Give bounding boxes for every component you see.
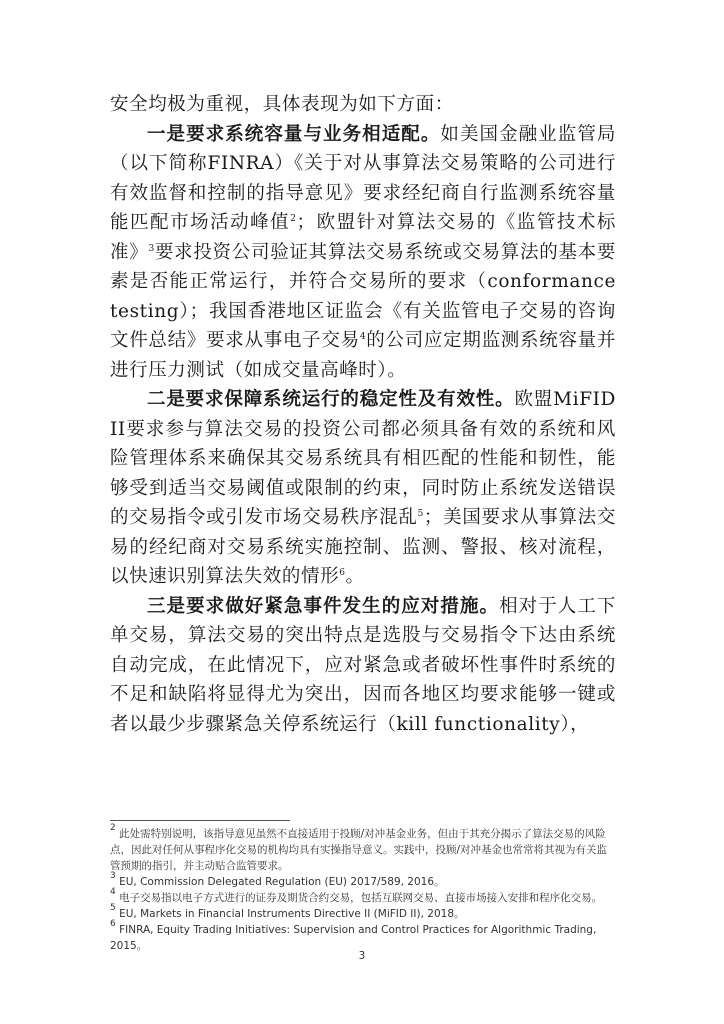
- text-seg: 要求投资公司验证其算法交易系统或交易算法的基本要素是否能正常运行，并符合交易所的要求（conformance testing）；我国香港地区证监会《有关监管电子交易的咨询文件总结》要求从事电子交易: [110, 241, 616, 351]
- footnote: [110, 887, 616, 906]
- footnote-mark: 3: [110, 871, 116, 881]
- footnote-ref-5[interactable]: 5: [417, 509, 424, 519]
- footnote-text: FINRA, Equity Trading Initiatives: Supervision and Control Practices for Algorithmic Trading, 2015。: [110, 924, 597, 952]
- footnote: [110, 903, 616, 922]
- footnote-text: 此处需特别说明，该指导意见虽然不直接适用于投顾/对冲基金业务，但由于其充分揭示了算法交易的风险点，因此对任何从事程序化交易的机构均具有实操指导意义。实践中，投顾/对冲基金也常常将其视为有关监管预期的指引，并主动贴合监管要求。: [110, 828, 608, 872]
- heading-requirement-3: 三是要求做好紧急事件发生的应对措施。: [147, 595, 500, 617]
- footnote-text: EU, Markets in Financial Instruments Directive II (MiFID II), 2018。: [119, 908, 465, 920]
- text-seg: 相对于人工下单交易，算法交易的突出特点是选股与交易指令下达由系统自动完成，在此情况下，应对紧急或者破坏性事件时系统的不足和缺陷将显得尤为突出，因而各地区均要求能够一键或者以最少步骤紧急关停系统运行（kill functionality），: [110, 595, 616, 735]
- footnote-separator: [110, 820, 290, 821]
- footnote-ref-4[interactable]: 4: [359, 332, 367, 342]
- paragraph-requirement-3: [110, 592, 616, 740]
- footnote-ref-3[interactable]: 3: [148, 243, 155, 254]
- paragraph-requirement-2: [110, 385, 616, 592]
- paragraph-requirement-1: [110, 120, 616, 386]
- footnote-mark: 5: [110, 903, 116, 913]
- heading-requirement-1: 一是要求系统容量与业务相适配。: [147, 123, 441, 145]
- text-seg: 欧盟MiFID II要求参与算法交易的投资公司都必须具备有效的系统和风险管理体系来确保其交易系统具有相匹配的性能和韧性，能够受到适当交易阈值或限制的约束，同时防止系统发送错误的交易指令或引发市场交易秩序混乱: [110, 389, 616, 528]
- page-number: 3: [358, 950, 366, 962]
- text-seg: ；美国要求从事算法交易的经纪商对交易系统实施控制、监测、警报、核对流程，以快速识别算法失效的情形: [110, 507, 616, 587]
- footnote-ref-6[interactable]: 6: [339, 568, 346, 578]
- body-text: [110, 90, 616, 739]
- paragraph-continuation: 安全均极为重视，具体表现为如下方面：: [110, 94, 454, 115]
- text-seg: 。: [345, 566, 365, 587]
- footnote-mark: 4: [110, 887, 116, 897]
- footnote: [110, 823, 616, 874]
- footnote-mark: 2: [110, 823, 116, 833]
- text-seg: 的公司应定期监测系统容量并进行压力测试（如成交量高峰时）。: [110, 330, 616, 381]
- footnote: [110, 871, 616, 890]
- heading-requirement-2: 二是要求保障系统运行的稳定性及有效性。: [147, 389, 515, 410]
- text-seg: 如美国金融业监管局（以下简称FINRA）《关于对从事算法交易策略的公司进行有效监督和控制的指导意见》要求经纪商自行监测系统容量能匹配市场活动峰值: [110, 123, 616, 233]
- footnote-ref-2[interactable]: 2: [290, 214, 297, 224]
- footnotes: [110, 823, 616, 954]
- footnote-text: 电子交易指以电子方式进行的证券及期货合约交易，包括互联网交易、直接市场接入安排和程序化交易。: [119, 892, 603, 904]
- footnote-mark: 6: [110, 919, 116, 929]
- footnote-text: EU, Commission Delegated Regulation (EU) 2017/589, 2016。: [119, 876, 445, 888]
- text-seg: ；欧盟针对算法交易的《监管技术标准》: [110, 212, 616, 263]
